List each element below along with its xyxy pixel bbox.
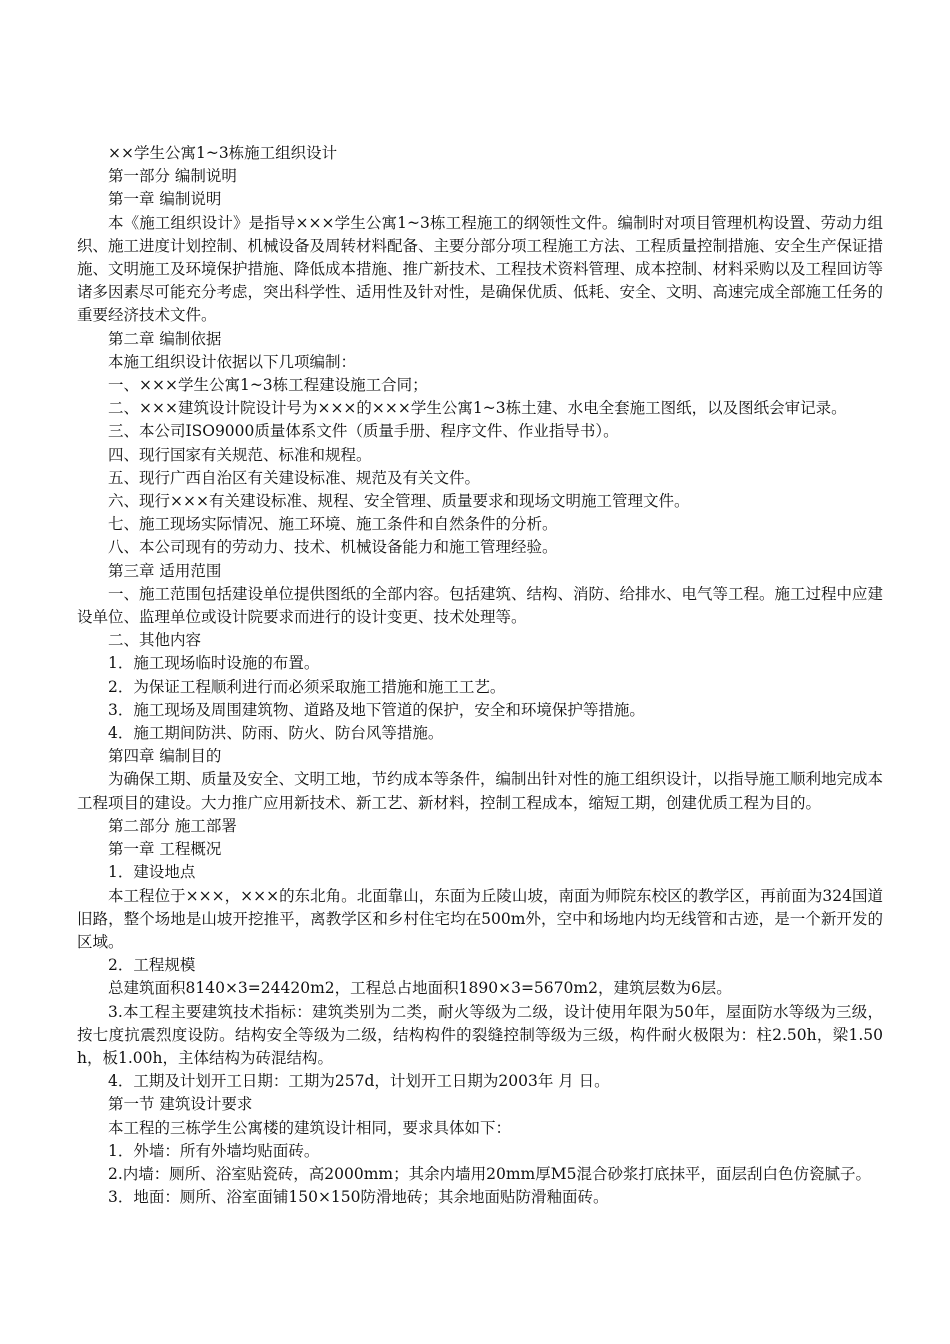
list-item: 七、施工现场实际情况、施工环境、施工条件和自然条件的分析。 <box>108 515 558 534</box>
list-item: 三、本公司ISO9000质量体系文件（质量手册、程序文件、作业指导书）。 <box>108 422 619 441</box>
body-paragraph: 本《施工组织设计》是指导×××学生公寓1~3栋工程施工的纲领性文件。编制时对项目管理机构设置、劳动力组织、施工进度计划控制、机械设备及周转材料配备、主要分部分项工程施工方法、工程质量控制措施、安全生产保证措施、文明施工及环境保护措施、降低成本措施、推广新技术、工程技术资料管理、成本控制、材料采购以及工程回访等诸多因素尽可能充分考虑，突出科学性、适用性及针对性，是确保优质、低耗、安全、文明、高速完成全部施工任务的重要经济技术文件。 <box>77 213 884 325</box>
list-item: 一、×××学生公寓1~3栋工程建设施工合同； <box>108 376 428 395</box>
body-paragraph: 为确保工期、质量及安全、文明工地，节约成本等条件，编制出针对性的施工组织设计，以指导施工顺利地完成本工程项目的建设。大力推广应用新技术、新工艺、新材料，控制工程成本，缩短工期，创建优质工程为目的。 <box>77 770 884 812</box>
list-item: 二、×××建筑设计院设计号为×××的×××学生公寓1~3栋土建、水电全套施工图纸，以及图纸会审记录。 <box>108 399 847 418</box>
body-paragraph: 4．工期及计划开工日期：工期为257d，计划开工日期为2003年 月 日。 <box>108 1072 610 1091</box>
list-item: 1．施工现场临时设施的布置。 <box>108 654 320 673</box>
part-heading: 第二部分 施工部署 <box>108 816 237 835</box>
section-heading: 第一节 建筑设计要求 <box>108 1095 253 1114</box>
list-item: 二、其他内容 <box>108 631 202 650</box>
list-item: 2．为保证工程顺利进行而必须采取施工措施和施工工艺。 <box>108 677 506 696</box>
chapter-heading: 第三章 适用范围 <box>108 561 222 580</box>
list-item: 3．施工现场及周围建筑物、道路及地下管道的保护，安全和环境保护等措施。 <box>108 700 645 719</box>
chapter-heading: 第一章 工程概况 <box>108 840 222 859</box>
chapter-heading: 第一章 编制说明 <box>108 190 222 209</box>
document-title: ××学生公寓1~3栋施工组织设计 <box>108 144 338 162</box>
chapter-heading: 第二章 编制依据 <box>108 329 222 348</box>
body-paragraph: 一、施工范围包括建设单位提供图纸的全部内容。包括建筑、结构、消防、给排水、电气等工程。施工过程中应建设单位、监理单位或设计院要求而进行的设计变更、技术处理等。 <box>77 584 884 627</box>
body-paragraph: 本工程的三栋学生公寓楼的建筑设计相同，要求具体如下： <box>108 1118 512 1137</box>
chapter-heading: 第四章 编制目的 <box>108 747 222 766</box>
list-item: 八、本公司现有的劳动力、技术、机械设备能力和施工管理经验。 <box>108 538 558 557</box>
list-item: 1．建设地点 <box>108 863 196 882</box>
list-item: 2．工程规模 <box>108 956 196 975</box>
body-paragraph: 总建筑面积8140×3=24420m2，工程总占地面积1890×3=5670m2，建筑层数为6层。 <box>108 979 732 998</box>
list-item: 五、现行广西自治区有关建设标准、规范及有关文件。 <box>108 468 481 487</box>
list-item: 四、现行国家有关规范、标准和规程。 <box>108 445 372 464</box>
body-paragraph: 本施工组织设计依据以下几项编制： <box>108 352 357 371</box>
list-item: 1．外墙：所有外墙均贴面砖。 <box>108 1141 320 1160</box>
list-item: 3．地面：厕所、浴室面铺150×150防滑地砖；其余地面贴防滑釉面砖。 <box>108 1188 609 1207</box>
part-heading: 第一部分 编制说明 <box>108 167 237 186</box>
list-item: 4．施工期间防洪、防雨、防火、防台风等措施。 <box>108 724 444 743</box>
list-item: 2.内墙：厕所、浴室贴瓷砖，高2000mm；其余内墙用20mm厚M5混合砂浆打底抹平，面层刮白色仿瓷腻子。 <box>108 1164 871 1183</box>
document-body <box>77 142 883 1209</box>
body-paragraph: 3.本工程主要建筑技术指标：建筑类别为二类，耐火等级为二级，设计使用年限为50年，屋面防水等级为三级，按七度抗震烈度设防。结构安全等级为二级，结构构件的裂缝控制等级为三级，构件耐火极限为：柱2.50h，梁1.50h，板1.00h，主体结构为砖混结构。 <box>77 1002 883 1067</box>
list-item: 六、现行×××有关建设标准、规程、安全管理、质量要求和现场文明施工管理文件。 <box>108 492 690 511</box>
body-paragraph: 本工程位于×××，×××的东北角。北面靠山，东面为丘陵山坡，南面为师院东校区的教学区，再前面为324国道旧路，整个场地是山坡开挖推平，离教学区和乡村住宅均在500m外，空中和场地内均无线管和古迹，是一个新开发的区域。 <box>77 886 883 951</box>
